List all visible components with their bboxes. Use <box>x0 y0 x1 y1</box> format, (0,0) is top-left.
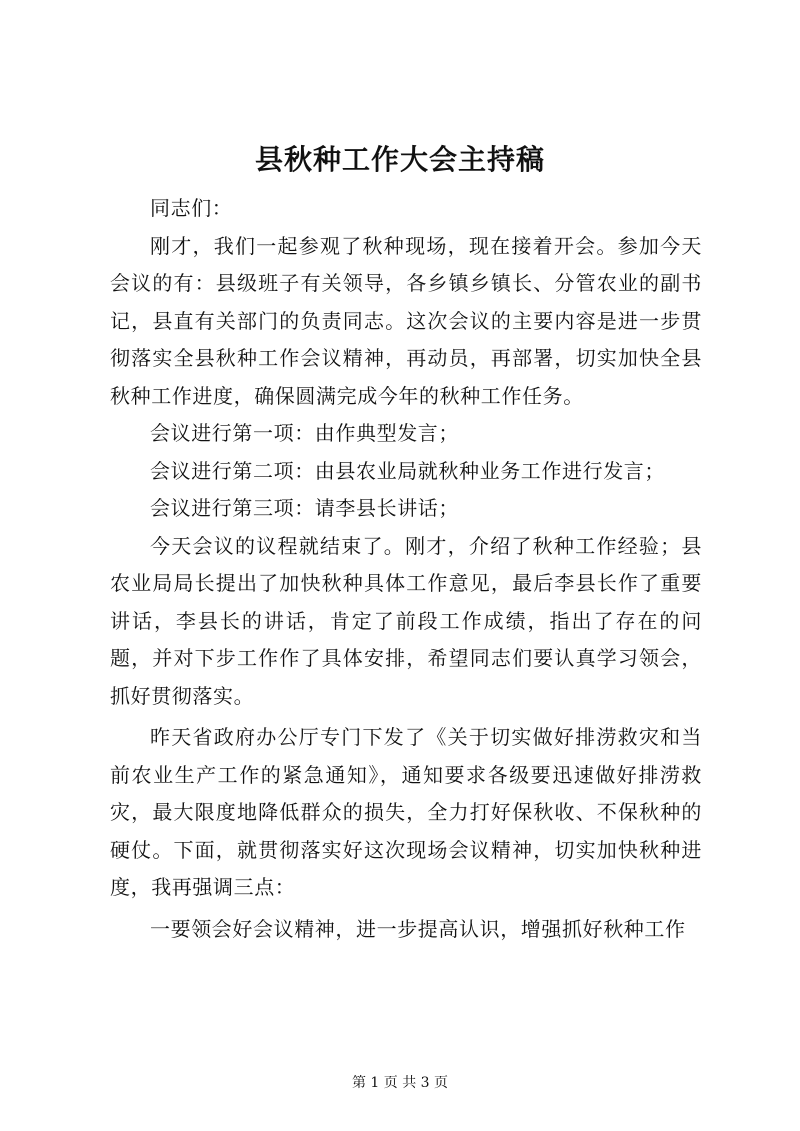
paragraph-point-1: 一要领会好会议精神，进一步提高认识，增强抓好秋种工作 <box>150 916 686 941</box>
paragraph-summary: 今天会议的议程就结束了。刚才，介绍了秋种工作经验；县农业局局长提出了加快秋种具体工作意见，最后李县长作了重要讲话，李县长的讲话，肯定了前段工作成绩，指出了存在的问题，并对下步工作作了具体安排，希望同志们要认真学习领会，抓好贯彻落实。 <box>110 533 702 708</box>
paragraph-agenda-item-3: 会议进行第三项：请李县长讲话； <box>150 496 459 520</box>
page-footer: 第 1 页 共 3 页 <box>351 1075 449 1091</box>
paragraph-opening: 刚才，我们一起参观了秋种现场，现在接着开会。参加今天会议的有：县级班子有关领导，各乡镇乡镇长、分管农业的副书记，县直有关部门的负责同志。这次会议的主要内容是进一步贯彻落实全县秋种工作会议精神，再动员，再部署，切实加快全县秋种工作进度，确保圆满完成今年的秋种工作任务。 <box>110 233 702 408</box>
document-title: 县秋种工作大会主持稿 <box>254 143 545 176</box>
paragraph-agenda-item-2: 会议进行第二项：由县农业局就秋种业务工作进行发言； <box>150 458 665 483</box>
paragraph-salutation: 同志们： <box>150 196 233 220</box>
document-body <box>110 190 702 948</box>
paragraph-agenda-item-1: 会议进行第一项：由作典型发言； <box>150 421 459 445</box>
paragraph-notice: 昨天省政府办公厅专门下发了《关于切实做好排涝救灾和当前农业生产工作的紧急通知》，通知要求各级要迅速做好排涝救灾，最大限度地降低群众的损失，全力打好保秋收、不保秋种的硬仗。下面，就贯彻落实好这次现场会议精神，切实加快秋种进度，我再强调三点： <box>110 725 702 899</box>
